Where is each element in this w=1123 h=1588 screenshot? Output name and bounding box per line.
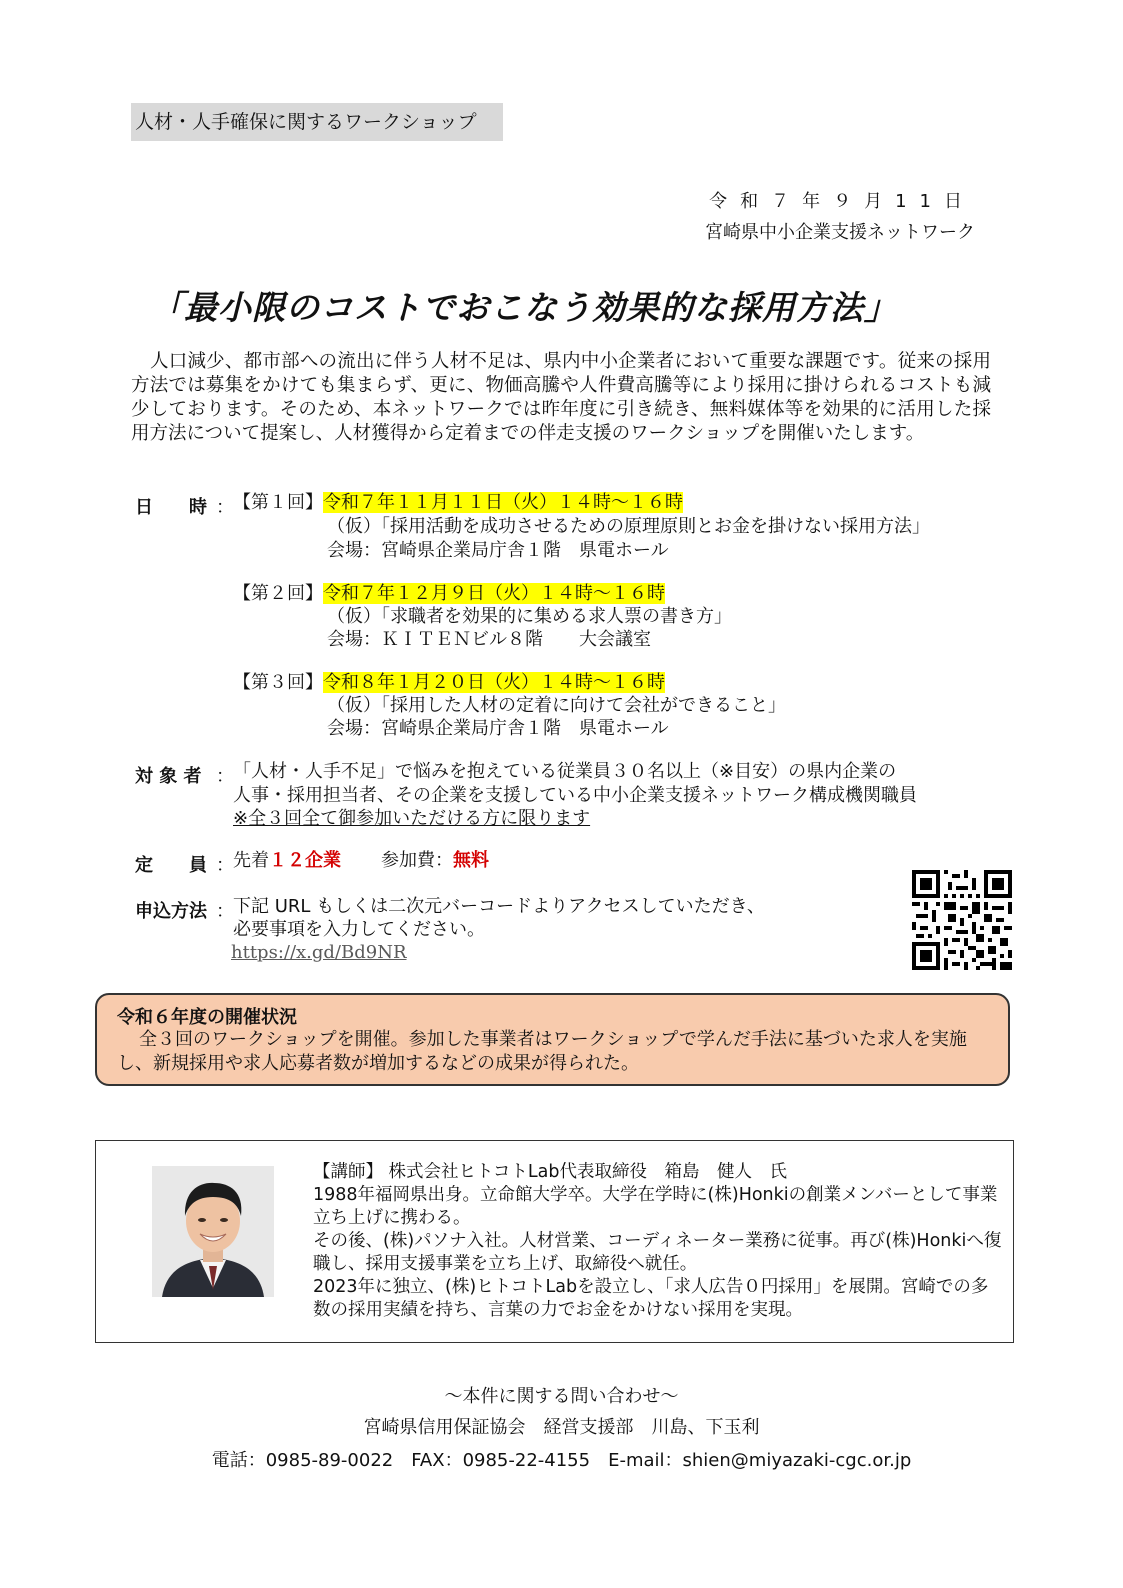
- status-title: 令和６年度の開催状況: [117, 1007, 297, 1028]
- previous-year-status-box: [95, 993, 1010, 1086]
- page-title: 「最小限のコストでおこなう効果的な採用方法」: [150, 288, 898, 327]
- target-line-2: 人事・採用担当者、その企業を支援している中小企業支援ネットワーク構成機関職員: [233, 785, 917, 806]
- lecturer-photo: [152, 1166, 274, 1297]
- capacity-colon: ：: [216, 855, 234, 876]
- session-3-datetime: 令和８年１月２０日（火）１４時～１６時: [323, 672, 665, 693]
- session-3-venue: 会場：宮崎県企業局庁舎１階 県電ホール: [327, 718, 669, 739]
- contact-details: 電話：0985-89-0022 FAX：0985-22-4155 E-mail：shien@miyazaki-cgc.or.jp: [211, 1450, 912, 1471]
- session-1-venue: 会場：宮崎県企業局庁舎１階 県電ホール: [327, 540, 669, 561]
- apply-url-link[interactable]: https://x.gd/Bd9NR: [231, 942, 407, 963]
- session-2-topic: （仮）「求職者を効果的に集める求人票の書き方」: [327, 606, 732, 627]
- capacity-prefix: 先着: [233, 850, 269, 871]
- lecturer-bio-1: 1988年福岡県出身。立命館大学卒。大学在学時に(株)Honkiの創業メンバーとして事業立ち上げに携わる。: [313, 1185, 998, 1228]
- contact-heading: ～本件に関する問い合わせ～: [444, 1386, 679, 1407]
- lecturer-bio-2: その後、(株)パソナ入社。人材営業、コーディネーター業務に従事。再び(株)Honkiへ復職し、採用支援事業を立ち上げ、取締役へ就任。: [313, 1231, 1002, 1274]
- target-note: ※全３回全て御参加いただける方に限ります: [233, 808, 591, 829]
- issuer-organization: 宮崎県中小企業支援ネットワーク: [705, 222, 975, 243]
- target-label: 対 象 者: [135, 766, 202, 787]
- lecturer-bio-3: 2023年に独立、(株)ヒトコトLabを設立し、「求人広告０円採用」を展開。宮崎での多数の採用実績を持ち、言葉の力でお金をかけない採用を実現。: [313, 1277, 989, 1320]
- workshop-tag: 人材・人手確保に関するワークショップ: [131, 103, 503, 141]
- intro-paragraph: 人口減少、都市部への流出に伴う人材不足は、県内中小企業者において重要な課題です。従来の採用方法では募集をかけても集まらず、更に、物価高騰や人件費高騰等により採用に掛けられるコストも減少しております。そのため、本ネットワークでは昨年度に引き続き、無料媒体等を効果的に活用した採用方法について提案し、人材獲得から定着までの伴走支援のワークショップを開催いたします。: [131, 351, 991, 444]
- session-3-topic: （仮）「採用した人材の定着に向けて会社ができること」: [327, 695, 786, 716]
- session-3-number: 【第３回】: [233, 672, 323, 693]
- session-2-number: 【第２回】: [233, 583, 323, 604]
- lecturer-box: [95, 1140, 1014, 1343]
- schedule-label: 日 時: [135, 497, 207, 518]
- session-2-header: [233, 582, 665, 606]
- target-line-1: 「人材・人手不足」で悩みを抱えている従業員３０名以上（※目安）の県内企業の: [233, 761, 897, 782]
- contact-office: 宮崎県信用保証協会 経営支援部 川島、下玉利: [363, 1417, 760, 1438]
- apply-line-2: 必要事項を入力してください。: [233, 919, 485, 940]
- apply-label: 申込方法: [135, 901, 207, 922]
- session-2-venue: 会場：ＫＩＴＥＮビル８階 大会議室: [327, 629, 651, 650]
- session-1-topic: （仮）「採用活動を成功させるための原理原則とお金を掛けない採用方法」: [327, 516, 930, 537]
- fee-label: 参加費：: [381, 850, 453, 871]
- session-1-number: 【第１回】: [233, 492, 323, 513]
- status-body: 全３回のワークショップを開催。参加した事業者はワークショップで学んだ手法に基づいた求人を実施し、新規採用や求人応募者数が増加するなどの成果が得られた。: [117, 1029, 967, 1074]
- target-colon: ：: [216, 766, 234, 787]
- lecturer-portrait-icon: [152, 1166, 274, 1297]
- issue-date: 令和７年９月11日: [709, 191, 975, 212]
- session-3-header: [233, 671, 665, 695]
- schedule-colon: ：: [216, 497, 234, 518]
- capacity-value: １２企業: [269, 850, 341, 871]
- session-1-header: [233, 491, 683, 515]
- lecturer-heading: 【講師】 株式会社ヒトコトLab代表取締役 箱島 健人 氏: [313, 1162, 787, 1182]
- session-2-datetime: 令和７年１２月９日（火）１４時～１６時: [323, 583, 665, 604]
- capacity-label: 定 員: [135, 855, 207, 876]
- apply-colon: ：: [216, 901, 234, 922]
- apply-line-1: 下記 URL もしくは二次元バーコードよりアクセスしていただき、: [233, 896, 765, 917]
- fee-value: 無料: [453, 850, 489, 871]
- capacity-line: [233, 849, 489, 873]
- qr-code-icon[interactable]: [912, 870, 1012, 970]
- session-1-datetime: 令和７年１１月１１日（火）１４時～１６時: [323, 492, 683, 513]
- lecturer-text: [313, 1161, 1003, 1322]
